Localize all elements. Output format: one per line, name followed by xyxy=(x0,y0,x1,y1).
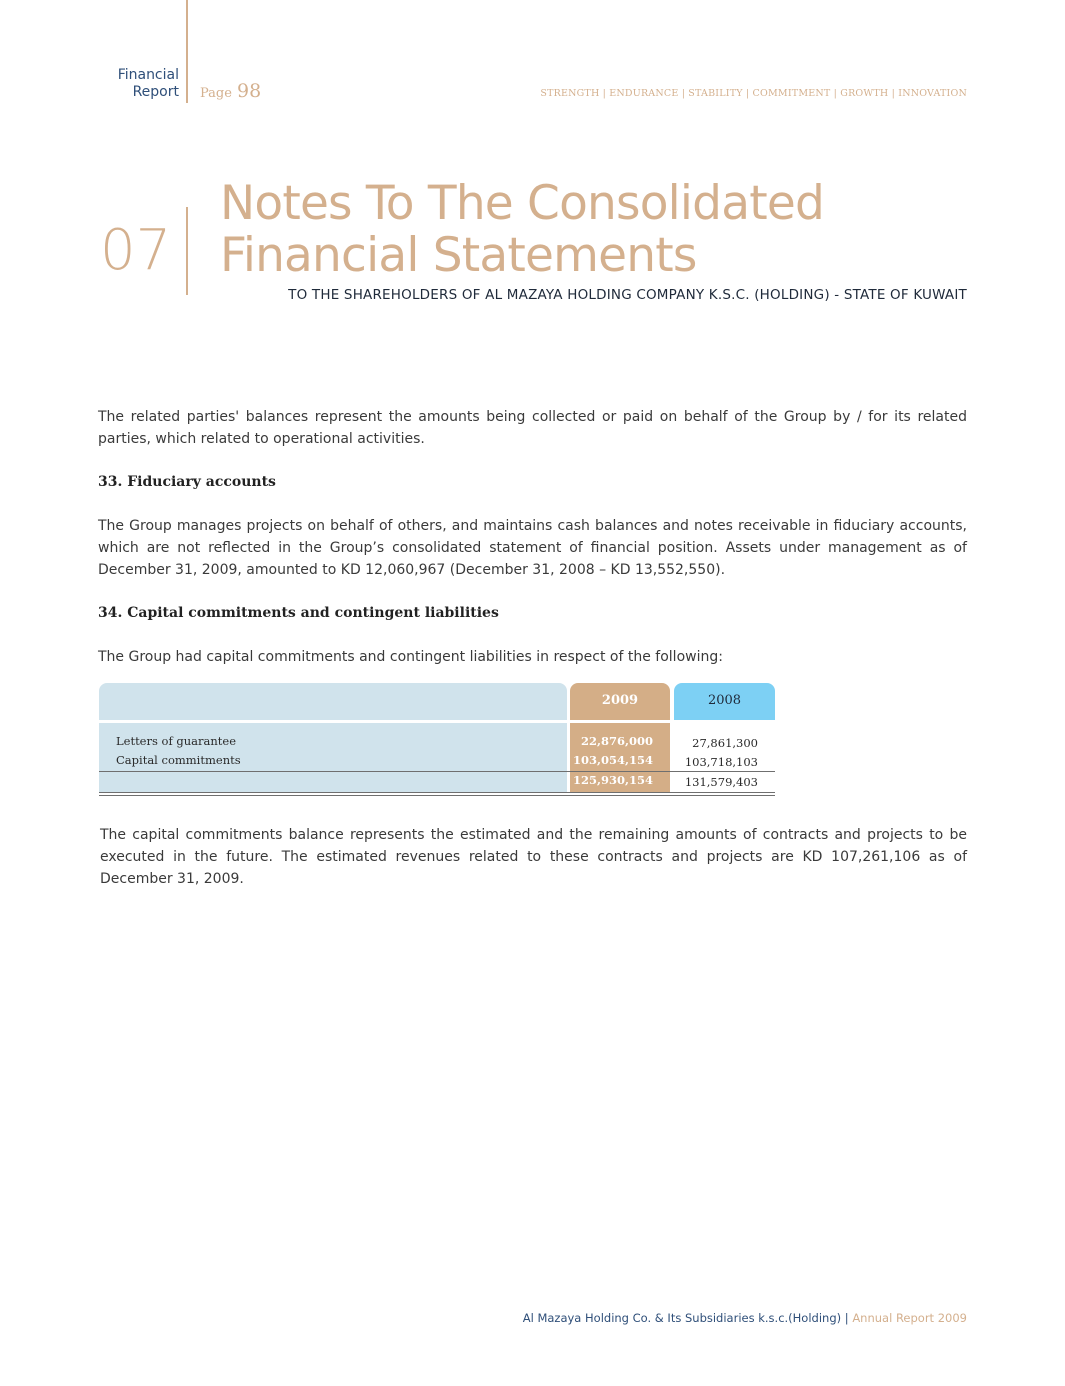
table-subtotal-rule xyxy=(99,771,775,772)
footer-report: Annual Report 2009 xyxy=(852,1311,967,1325)
table-total-rule-top xyxy=(99,792,775,793)
page-title-line2: Financial Statements xyxy=(220,228,697,283)
note34-intro: The Group had capital commitments and contingent liabilities in respect of the following: xyxy=(98,649,723,665)
table-cell-2009: 103,054,154 xyxy=(572,753,653,767)
table-row-label: Letters of guarantee xyxy=(116,734,236,748)
page-number: 98 xyxy=(237,80,262,102)
intro-paragraph: The related parties' balances represent the amounts being collected or paid on behalf of the Group by / for its related parties, which related to operational activities. xyxy=(98,409,967,447)
table-cell-2008: 27,861,300 xyxy=(692,736,758,750)
footer-separator: | xyxy=(844,1311,849,1325)
table-total-2008: 131,579,403 xyxy=(684,775,758,789)
section-label xyxy=(100,67,179,101)
table-header-separator xyxy=(99,720,775,723)
commitments-table xyxy=(99,683,775,796)
section-number: 07 xyxy=(100,218,172,283)
page-subtitle: TO THE SHAREHOLDERS OF AL MAZAYA HOLDING COMPANY K.S.C. (HOLDING) - STATE OF KUWAIT xyxy=(288,287,967,303)
table-total-rule-bottom xyxy=(99,795,775,796)
closing-paragraph: The capital commitments balance represents the estimated and the remaining amounts of contracts and projects to be executed in the future. The estimated revenues related to these contracts and projects are KD 107,261,106 as of December 31, 2009. xyxy=(100,827,967,887)
note33-heading: 33. Fiduciary accounts xyxy=(98,474,276,490)
header-tagline: STRENGTH | ENDURANCE | STABILITY | COMMITMENT | GROWTH | INNOVATION xyxy=(540,88,967,99)
page-indicator xyxy=(200,80,261,102)
page-title-line1: Notes To The Consolidated xyxy=(220,176,824,231)
table-header-2008: 2008 xyxy=(707,693,742,708)
header-vertical-rule xyxy=(186,0,188,103)
section-label-financial: Financial xyxy=(117,67,179,83)
table-total-2009: 125,930,154 xyxy=(572,773,653,787)
table-cell-2008: 103,718,103 xyxy=(684,755,758,769)
section-label-report: Report xyxy=(132,84,179,100)
page-title xyxy=(220,178,824,282)
table-cell-2009: 22,876,000 xyxy=(580,734,653,748)
note34-heading: 34. Capital commitments and contingent liabilities xyxy=(98,605,499,621)
page-footer xyxy=(523,1311,967,1325)
page-label: Page xyxy=(200,86,232,101)
footer-company: Al Mazaya Holding Co. & Its Subsidiaries k.s.c.(Holding) xyxy=(522,1311,842,1325)
section-divider xyxy=(186,207,188,295)
note33-paragraph: The Group manages projects on behalf of others, and maintains cash balances and notes receivable in fiduciary accounts, which are not reflected in the Group’s consolidated statement of financial position. Assets under management as of December 31, 2009, amounted to KD 12,060,967 (December 31, 2008 – KD 13,552,550). xyxy=(98,518,967,578)
table-row-label: Capital commitments xyxy=(116,753,241,767)
table-header-2009: 2009 xyxy=(601,693,639,708)
